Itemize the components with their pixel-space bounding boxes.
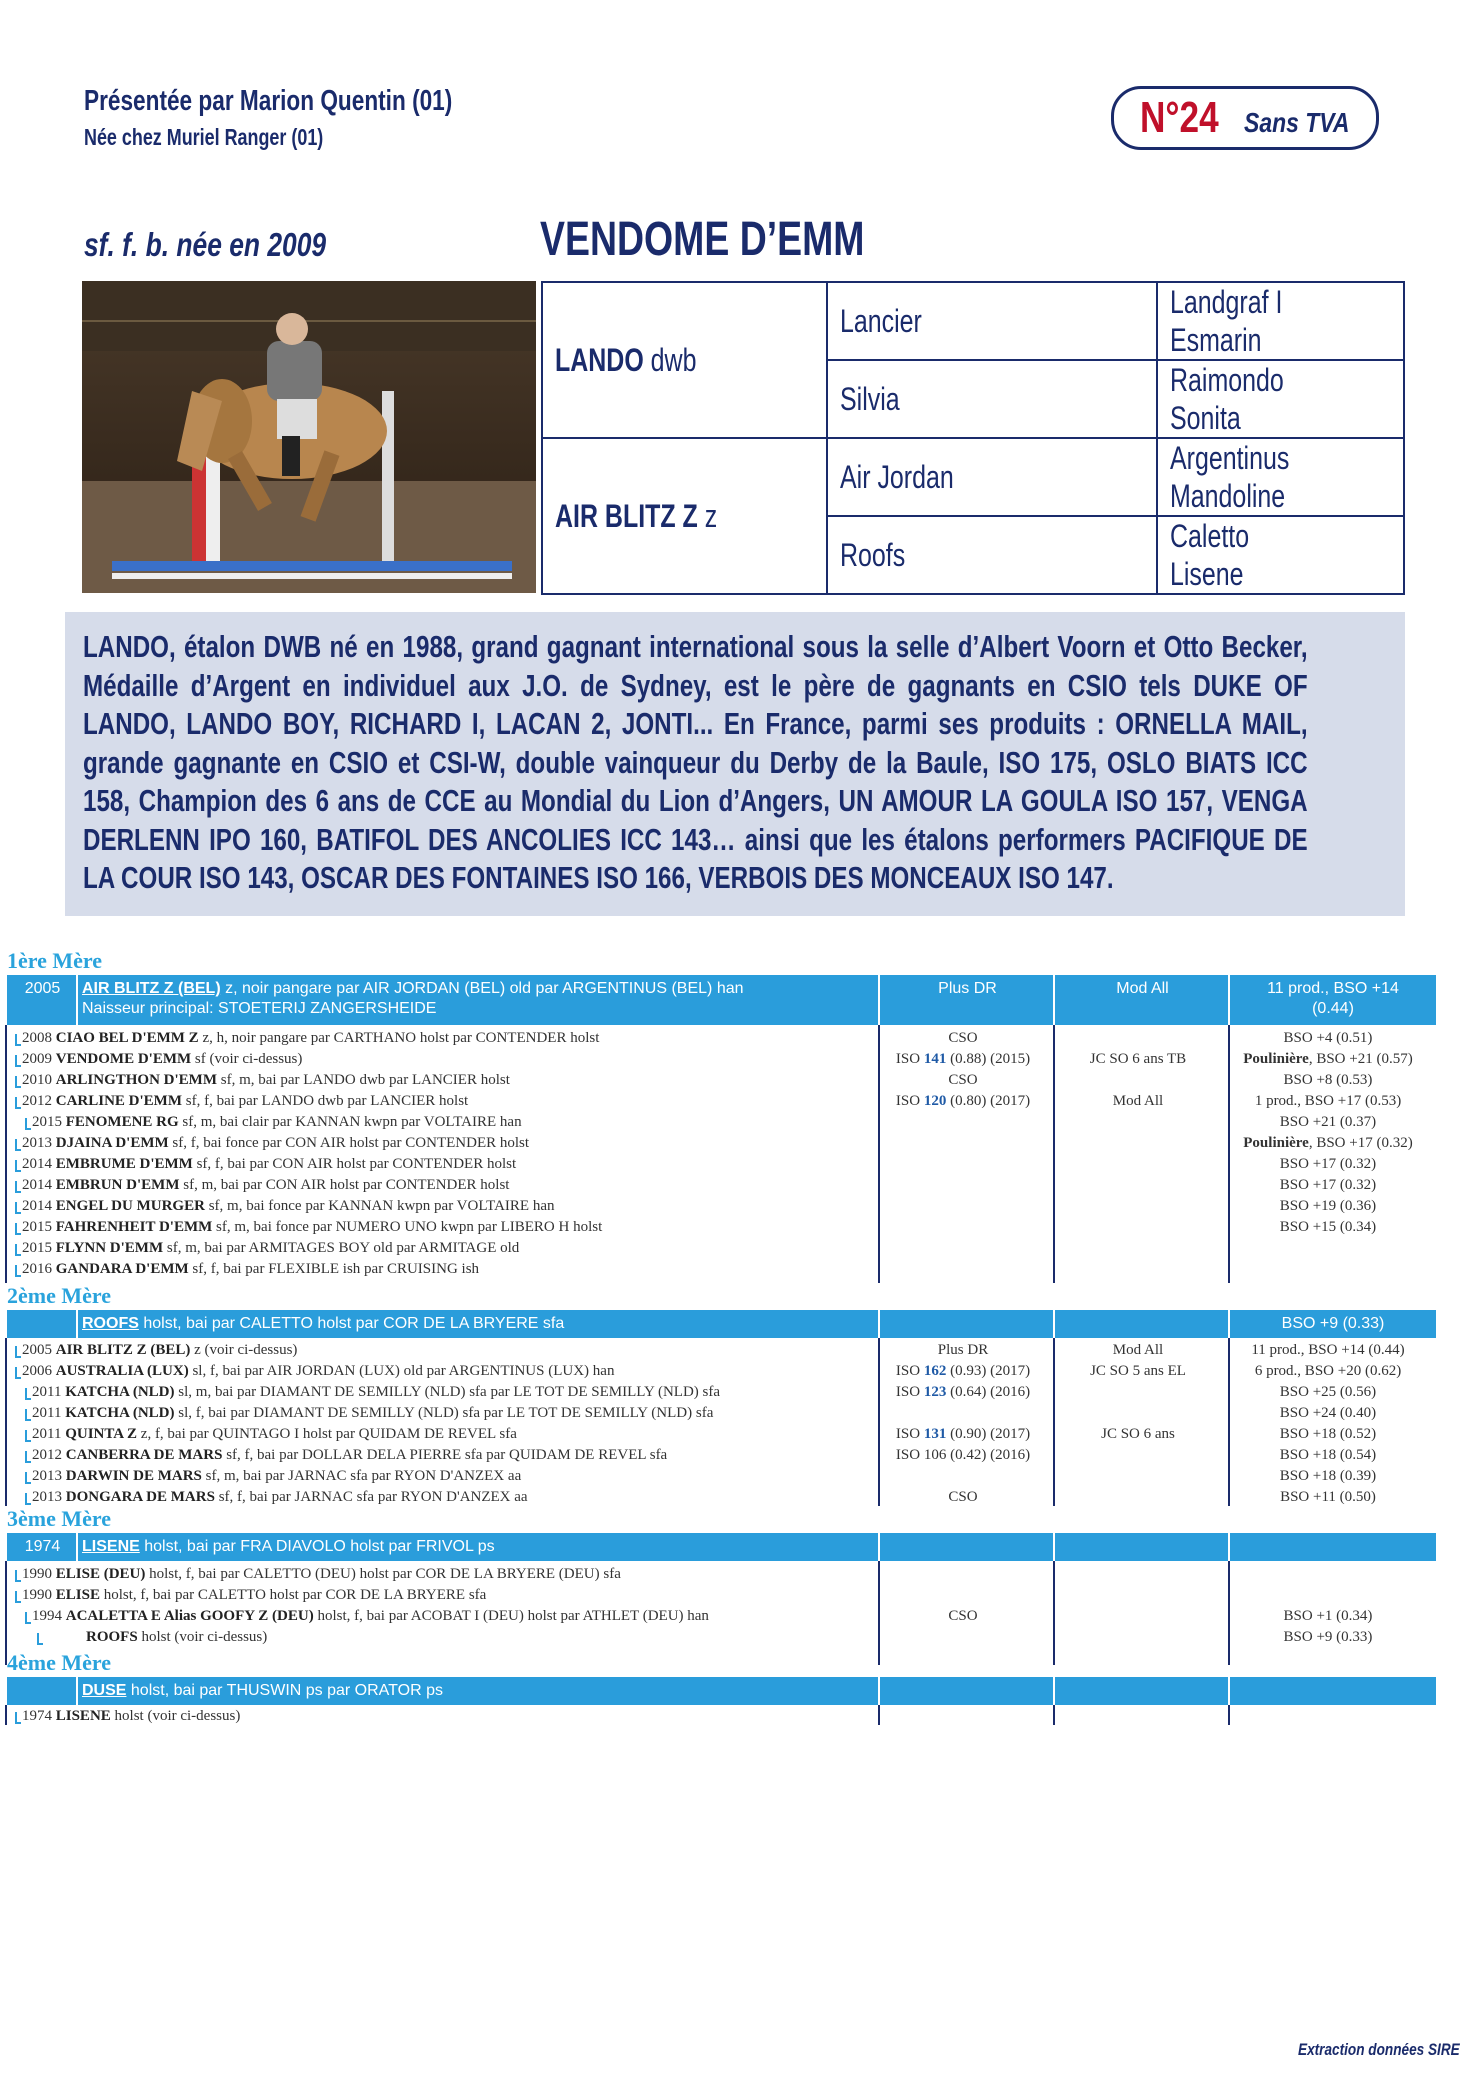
branch-marker <box>25 1472 31 1484</box>
mere1-perf: ISO 141 (0.88) (2015) <box>895 1051 1031 1067</box>
branch-marker <box>25 1430 31 1442</box>
bar-divider <box>1053 1677 1055 1705</box>
mere4-header-bar <box>7 1677 1436 1705</box>
mere1-index: Poulinière, BSO +21 (0.57) <box>1243 1051 1413 1067</box>
mere4-row: 1974 LISENE holst (voir ci-dessus) <box>22 1708 241 1724</box>
mere1-row: 2008 CIAO BEL D'EMM Z z, h, noir pangare par CARTHANO holst par CONTENDER holst <box>22 1030 600 1046</box>
mere1-index: 1 prod., BSO +17 (0.53) <box>1254 1093 1402 1109</box>
mere2-index: BSO +24 (0.40) <box>1279 1405 1377 1421</box>
mere2-mod: JC SO 5 ans EL <box>1090 1363 1186 1379</box>
bar-divider <box>878 1677 880 1705</box>
mere2-mod: Mod All <box>1112 1342 1164 1358</box>
mere3-row: ROOFS holst (voir ci-dessus) <box>86 1629 268 1645</box>
mere1-col3: Mod All <box>1116 980 1169 997</box>
bar-divider <box>1053 1310 1055 1338</box>
bar-divider <box>1053 1533 1055 1561</box>
mere2-index: BSO +18 (0.52) <box>1279 1426 1377 1442</box>
column-divider <box>1228 1705 1230 1725</box>
mere2-row: 2012 CANBERRA DE MARS sf, f, bai par DOLLAR DELA PIERRE sfa par QUIDAM DE REVEL sfa <box>32 1447 668 1463</box>
horse-name: VENDOME D’EMM <box>540 213 865 266</box>
mere2-mod: JC SO 6 ans <box>1101 1426 1175 1442</box>
branch-marker <box>25 1118 31 1130</box>
mere1-index: BSO +8 (0.53) <box>1283 1072 1373 1088</box>
mere2-row: 2011 QUINTA Z z, f, bai par QUINTAGO I holst par QUIDAM DE REVEL sfa <box>32 1426 517 1442</box>
branch-marker <box>25 1409 31 1421</box>
branch-marker <box>25 1493 31 1505</box>
mere1-index: BSO +15 (0.34) <box>1279 1219 1377 1235</box>
mere3-row: 1990 ELISE holst, f, bai par CALETTO holst par COR DE LA BRYERE sfa <box>22 1587 487 1603</box>
mere1-index: BSO +21 (0.37) <box>1279 1114 1377 1130</box>
mere1-row: 2012 CARLINE D'EMM sf, f, bai par LANDO dwb par LANCIER holst <box>22 1093 469 1109</box>
mere3-perf: CSO <box>948 1608 978 1624</box>
branch-marker <box>15 1202 21 1214</box>
mere3-row: 1994 ACALETTA E Alias GOOFY Z (DEU) holst, f, bai par ACOBAT I (DEU) holst par ATHLET (DEU) han <box>32 1608 709 1624</box>
pedigree-dam-dam: Roofs <box>827 516 1157 594</box>
mere2-row: 2013 DONGARA DE MARS sf, f, bai par JARNAC sfa par RYON D'ANZEX aa <box>32 1489 528 1505</box>
mere2-row: 2011 KATCHA (NLD) sl, m, bai par DIAMANT DE SEMILLY (NLD) sfa par LE TOT DE SEMILLY (NLD) sfa <box>32 1384 721 1400</box>
mere1-index: BSO +17 (0.32) <box>1279 1156 1377 1172</box>
branch-marker <box>15 1570 21 1582</box>
mere1-row: 2015 FLYNN D'EMM sf, m, bai par ARMITAGES BOY old par ARMITAGE old <box>22 1240 520 1256</box>
summary-text: LANDO, étalon DWB né en 1988, grand gagnant international sous la selle d’Albert Voorn et Otto Becker, Médaille d’Argent en individuel aux J.O. de Sydney, est le père de gagnants en CSIO tels DUKE OF LANDO, LANDO BOY, RICHARD I, LACAN 2, JONTI... En France, parmi ses produits : ORNELLA MAIL, grande gagnante en CSIO et CSI-W, double vainqueur du Derby de la Baule, ISO 175, OSLO BIATS ICC 158, Champion des 6 ans de CCE au Mondial du Lion d’Angers, UN AMOUR LA GOULA ISO 157, VENGA DERLENN IPO 160, BATIFOL DES ANCOLIES ICC 143… ainsi que les étalons performers PACIFIQUE DE LA COUR ISO 143, OSCAR DES FONTAINES ISO 166, VERBOIS DES MONCEAUX ISO 147. <box>83 629 1308 895</box>
branch-marker <box>15 1712 21 1724</box>
mere1-row: 2009 VENDOME D'EMM sf (voir ci-dessus) <box>22 1051 303 1067</box>
branch-marker <box>15 1034 21 1046</box>
branch-marker <box>15 1591 21 1603</box>
mere1-year: 2005 <box>24 980 61 997</box>
mere4-dam: DUSE holst, bai par THUSWIN ps par ORATOR ps <box>82 1682 443 1699</box>
horse-description: sf. f. b. née en 2009 <box>84 226 327 263</box>
sire-stud: dwb <box>650 341 697 378</box>
sire-name: LANDO <box>555 341 644 378</box>
branch-marker <box>25 1388 31 1400</box>
mere2-col4: BSO +9 (0.33) <box>1281 1315 1385 1332</box>
mere1-row: 2016 GANDARA D'EMM sf, f, bai par FLEXIBLE ish par CRUISING ish <box>22 1261 480 1277</box>
pedigree-sire-sire: Lancier <box>827 282 1157 360</box>
branch-marker <box>25 1612 31 1624</box>
branch-marker <box>15 1367 21 1379</box>
mere1-row: 2014 EMBRUME D'EMM sf, f, bai par CON AIR holst par CONTENDER holst <box>22 1156 517 1172</box>
pedigree-ds-parents: Argentinus Mandoline <box>1157 438 1404 516</box>
pedigree-sire-dam: Silvia <box>827 360 1157 438</box>
mere2-index: BSO +18 (0.39) <box>1279 1468 1377 1484</box>
bar-divider <box>76 1310 78 1338</box>
mere1-index: BSO +17 (0.32) <box>1279 1177 1377 1193</box>
mere2-index: BSO +11 (0.50) <box>1280 1489 1376 1505</box>
mere3-index: BSO +1 (0.34) <box>1283 1608 1373 1624</box>
mere2-row: 2006 AUSTRALIA (LUX) sl, f, bai par AIR JORDAN (LUX) old par ARGENTINUS (LUX) han <box>22 1363 615 1379</box>
mere1-perf: CSO <box>948 1072 978 1088</box>
branch-marker <box>15 1265 21 1277</box>
mere1-row: 2014 ENGEL DU MURGER sf, m, bai fonce par KANNAN kwpn par VOLTAIRE han <box>22 1198 555 1214</box>
mere1-mod: JC SO 6 ans TB <box>1089 1051 1187 1067</box>
column-divider <box>5 1705 7 1725</box>
mere3-row: 1990 ELISE (DEU) holst, f, bai par CALETTO (DEU) holst par COR DE LA BRYERE (DEU) sfa <box>22 1566 621 1582</box>
bar-divider <box>878 1533 880 1561</box>
mere3-year: 1974 <box>24 1538 61 1555</box>
mere1-perf: ISO 120 (0.80) (2017) <box>895 1093 1031 1109</box>
branch-marker <box>15 1160 21 1172</box>
mere2-dam: ROOFS holst, bai par CALETTO holst par COR DE LA BRYERE sfa <box>82 1315 565 1332</box>
dam-name: AIR BLITZ Z <box>555 497 698 534</box>
mere3-header-bar <box>7 1533 1436 1561</box>
branch-marker <box>37 1633 43 1645</box>
mere4-title: 4ème Mère <box>7 1650 112 1675</box>
mere2-title: 2ème Mère <box>7 1283 112 1308</box>
mere1-header-bar <box>7 975 1436 1025</box>
mere1-row: 2013 DJAINA D'EMM sf, f, bai fonce par CON AIR holst par CONTENDER holst <box>22 1135 530 1151</box>
mere3-title: 3ème Mère <box>7 1506 112 1531</box>
branch-marker <box>15 1223 21 1235</box>
branch-marker <box>15 1097 21 1109</box>
footer-source: Extraction données SIRE <box>1298 2040 1460 2059</box>
mere2-perf: ISO 162 (0.93) (2017) <box>895 1363 1031 1379</box>
pedigree-sd-parents: Raimondo Sonita <box>1157 360 1404 438</box>
column-divider <box>1053 1561 1055 1665</box>
bar-divider <box>76 1677 78 1705</box>
bar-divider <box>878 1310 880 1338</box>
mere1-index: Poulinière, BSO +17 (0.32) <box>1243 1135 1413 1151</box>
mere2-perf: ISO 123 (0.64) (2016) <box>895 1384 1031 1400</box>
mere1-row: 2014 EMBRUN D'EMM sf, m, bai par CON AIR holst par CONTENDER holst <box>22 1177 510 1193</box>
mere2-index: BSO +18 (0.54) <box>1279 1447 1377 1463</box>
bar-divider <box>1228 1677 1230 1705</box>
branch-marker <box>15 1076 21 1088</box>
mere3-dam: LISENE holst, bai par FRA DIAVOLO holst par FRIVOL ps <box>82 1538 495 1555</box>
dam-stud: z <box>704 497 718 534</box>
mere1-index: BSO +4 (0.51) <box>1283 1030 1373 1046</box>
bar-divider <box>1228 1533 1230 1561</box>
column-divider <box>1053 1705 1055 1725</box>
mere1-row: 2010 ARLINGTHON D'EMM sf, m, bai par LANDO dwb par LANCIER holst <box>22 1072 510 1088</box>
mere1-col4: 11 prod., BSO +14 (0.44) <box>1267 980 1399 1017</box>
mere2-perf: ISO 106 (0.42) (2016) <box>895 1447 1031 1463</box>
tva-label: Sans TVA <box>1244 107 1350 138</box>
mere2-row: 2011 KATCHA (NLD) sl, f, bai par DIAMANT DE SEMILLY (NLD) sfa par LE TOT DE SEMILLY (NLD) sfa <box>32 1405 714 1421</box>
mere1-dam: AIR BLITZ Z (BEL) z, noir pangare par AIR JORDAN (BEL) old par ARGENTINUS (BEL) han Naisseur principal: STOETERIJ ZANGERSHEIDE <box>82 980 744 1017</box>
mere1-row: 2015 FAHRENHEIT D'EMM sf, m, bai fonce par NUMERO UNO kwpn par LIBERO H holst <box>22 1219 603 1235</box>
mere1-mod: Mod All <box>1112 1093 1164 1109</box>
mere1-perf: CSO <box>948 1030 978 1046</box>
branch-marker <box>15 1346 21 1358</box>
mere2-perf: ISO 131 (0.90) (2017) <box>895 1426 1031 1442</box>
branch-marker <box>15 1244 21 1256</box>
pedigree-ss-parents: Landgraf I Esmarin <box>1157 282 1404 360</box>
mere2-index: BSO +25 (0.56) <box>1279 1384 1377 1400</box>
mere2-perf: CSO <box>948 1489 978 1505</box>
mere2-index: 11 prod., BSO +14 (0.44) <box>1251 1342 1405 1358</box>
mere2-perf: Plus DR <box>937 1342 989 1358</box>
mere1-title: 1ère Mère <box>7 948 103 973</box>
mere2-row: 2005 AIR BLITZ Z (BEL) z (voir ci-dessus) <box>22 1342 298 1358</box>
mere1-row: 2015 FENOMENE RG sf, m, bai clair par KANNAN kwpn par VOLTAIRE han <box>32 1114 522 1130</box>
breeder-text: Née chez Muriel Ranger (01) <box>84 124 324 150</box>
mere1-col2: Plus DR <box>938 980 997 997</box>
pedigree-dd-parents: Caletto Lisene <box>1157 516 1404 594</box>
pedigree-dam-sire: Air Jordan <box>827 438 1157 516</box>
branch-marker <box>15 1139 21 1151</box>
mere2-header-bar <box>7 1310 1436 1338</box>
column-divider <box>5 1025 7 1283</box>
mere3-index: BSO +9 (0.33) <box>1283 1629 1373 1645</box>
lot-number: N°24 <box>1140 93 1219 142</box>
column-divider <box>5 1338 7 1506</box>
column-divider <box>878 1705 880 1725</box>
mere2-row: 2013 DARWIN DE MARS sf, m, bai par JARNAC sfa par RYON D'ANZEX aa <box>32 1468 522 1484</box>
mere1-index: BSO +19 (0.36) <box>1279 1198 1377 1214</box>
mere2-index: 6 prod., BSO +20 (0.62) <box>1254 1363 1402 1379</box>
presenter-text: Présentée par Marion Quentin (01) <box>84 85 453 117</box>
branch-marker <box>15 1181 21 1193</box>
branch-marker <box>25 1451 31 1463</box>
branch-marker <box>15 1055 21 1067</box>
